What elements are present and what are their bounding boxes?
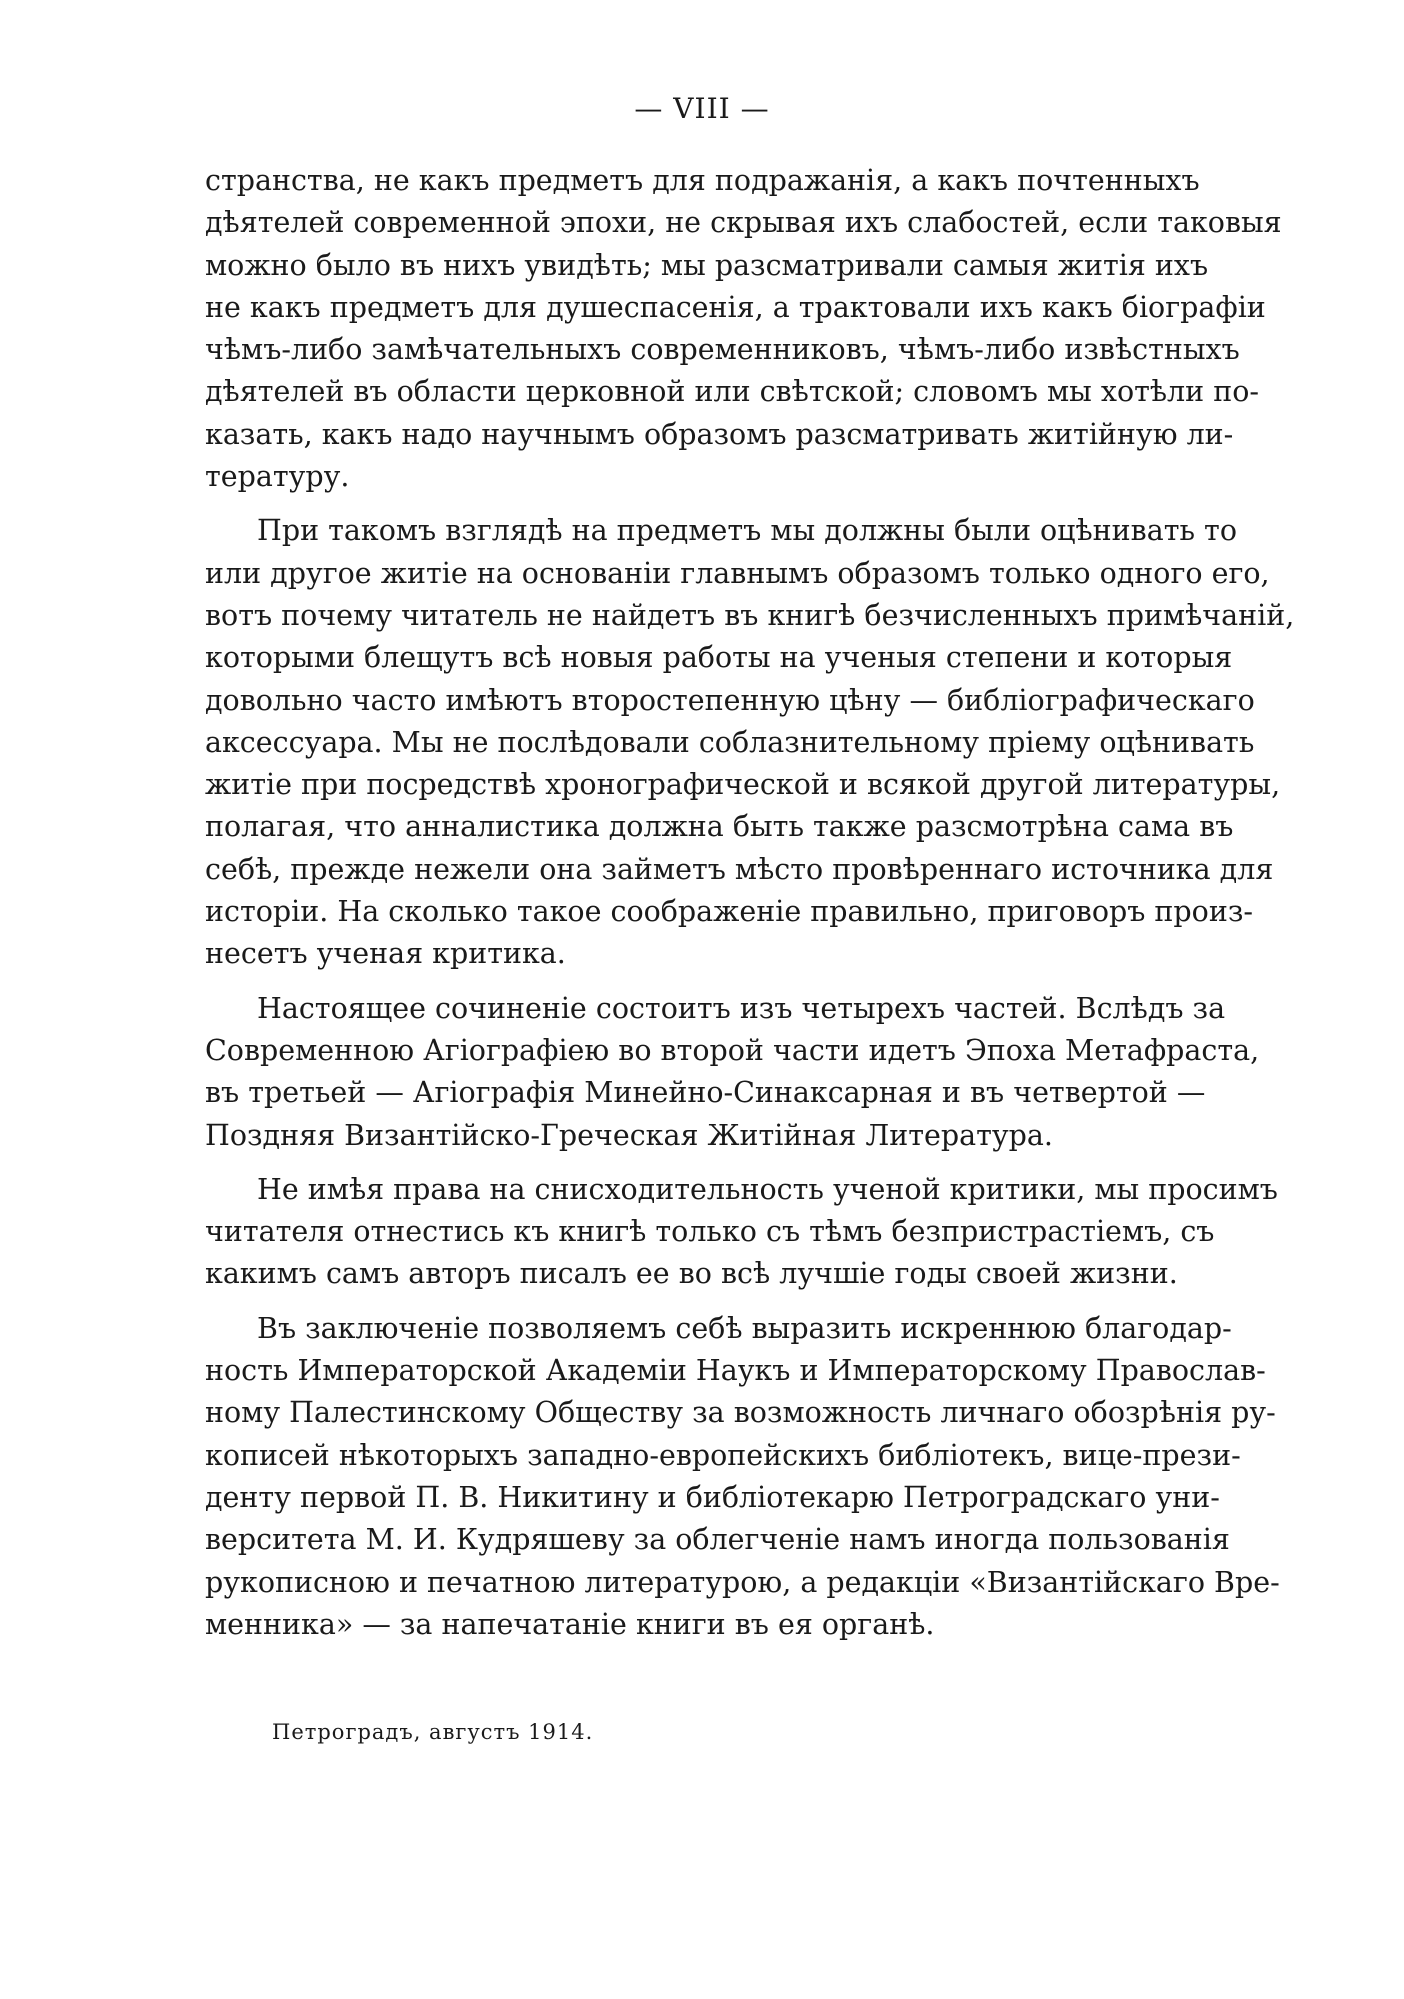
text-line: себѣ, прежде нежели она займетъ мѣсто провѣреннаго источника для: [205, 852, 1274, 886]
paragraph-3: [205, 988, 1260, 1157]
text-line: верситета М. И. Кудряшеву за облегченіе намъ иногда пользованія: [205, 1523, 1230, 1557]
paragraph-5: [205, 1308, 1280, 1646]
body-text: [205, 160, 1295, 1658]
text-line: исторіи. На сколько такое соображеніе правильно, приговоръ произ-: [205, 895, 1253, 929]
text-line: аксессуара. Мы не послѣдовали соблазнительному пріему оцѣнивать: [205, 725, 1255, 759]
text-line: При такомъ взглядѣ на предметъ мы должны были оцѣнивать то: [257, 514, 1237, 548]
text-line: кописей нѣкоторыхъ западно-европейскихъ библіотекъ, вице-прези-: [205, 1438, 1241, 1472]
text-line: Современною Агіографіею во второй части идетъ Эпоха Метафраста,: [205, 1033, 1260, 1067]
text-line: Настоящее сочиненіе состоитъ изъ четырехъ частей. Вслѣдъ за: [257, 991, 1226, 1025]
text-line: чѣмъ-либо замѣчательныхъ современниковъ, чѣмъ-либо извѣстныхъ: [205, 333, 1240, 367]
paragraph-2: [205, 510, 1295, 975]
text-line: въ третьей — Агіографія Минейно-Синаксарная и въ четвертой —: [205, 1076, 1206, 1110]
paragraph-4: [205, 1169, 1278, 1296]
text-line: можно было въ нихъ увидѣть; мы разсматривали самыя житія ихъ: [205, 248, 1209, 282]
text-line: вотъ почему читатель не найдетъ въ книгѣ безчисленныхъ примѣчаній,: [205, 598, 1295, 632]
text-line: менника» — за напечатаніе книги въ ея органѣ.: [205, 1607, 935, 1641]
text-line: странства, не какъ предметъ для подражанія, а какъ почтенныхъ: [205, 164, 1200, 197]
text-line: Не имѣя права на снисходительность ученой критики, мы просимъ: [257, 1172, 1278, 1206]
signature-place-date: Петроградъ, августъ 1914.: [272, 1720, 594, 1744]
page-number: — VIII —: [634, 92, 770, 125]
text-line: рукописною и печатною литературою, а редакціи «Византійскаго Вре-: [205, 1565, 1280, 1599]
text-line: казать, какъ надо научнымъ образомъ разсматривать житійную ли-: [205, 417, 1234, 451]
text-line: тературу.: [205, 460, 350, 494]
text-line: дѣятелей современной эпохи, не скрывая ихъ слабостей, если таковыя: [205, 206, 1282, 240]
text-line: читателя отнестись къ книгѣ только съ тѣмъ безпристрастіемъ, съ: [205, 1215, 1215, 1249]
paragraph-1: [205, 160, 1282, 498]
text-line: полагая, что анналистика должна быть также разсмотрѣна сама въ: [205, 810, 1234, 844]
text-line: не какъ предметъ для душеспасенія, а трактовали ихъ какъ біографіи: [205, 290, 1266, 324]
text-line: которыми блещутъ всѣ новыя работы на ученыя степени и которыя: [205, 641, 1233, 675]
text-line: довольно часто имѣютъ второстепенную цѣну — библіографическаго: [205, 683, 1255, 717]
text-line: житіе при посредствѣ хронографической и всякой другой литературы,: [205, 768, 1281, 802]
text-line: ному Палестинскому Обществу за возможность личнаго обозрѣнія ру-: [205, 1396, 1276, 1430]
text-line: или другое житіе на основаніи главнымъ образомъ только одного его,: [205, 556, 1270, 590]
text-line: ность Императорской Академіи Наукъ и Императорскому Православ-: [205, 1354, 1266, 1388]
text-line: дѣятелей въ области церковной или свѣтской; словомъ мы хотѣли по-: [205, 375, 1259, 409]
text-line: несетъ ученая критика.: [205, 937, 566, 971]
text-line: какимъ самъ авторъ писалъ ее во всѣ лучшіе годы своей жизни.: [205, 1257, 1178, 1291]
text-line: Въ заключеніе позволяемъ себѣ выразить искреннюю благодар-: [257, 1311, 1232, 1345]
text-line: денту первой П. В. Никитину и библіотекарю Петроградскаго уни-: [205, 1480, 1220, 1514]
text-line: Поздняя Византійско-Греческая Житійная Литература.: [205, 1118, 1053, 1152]
